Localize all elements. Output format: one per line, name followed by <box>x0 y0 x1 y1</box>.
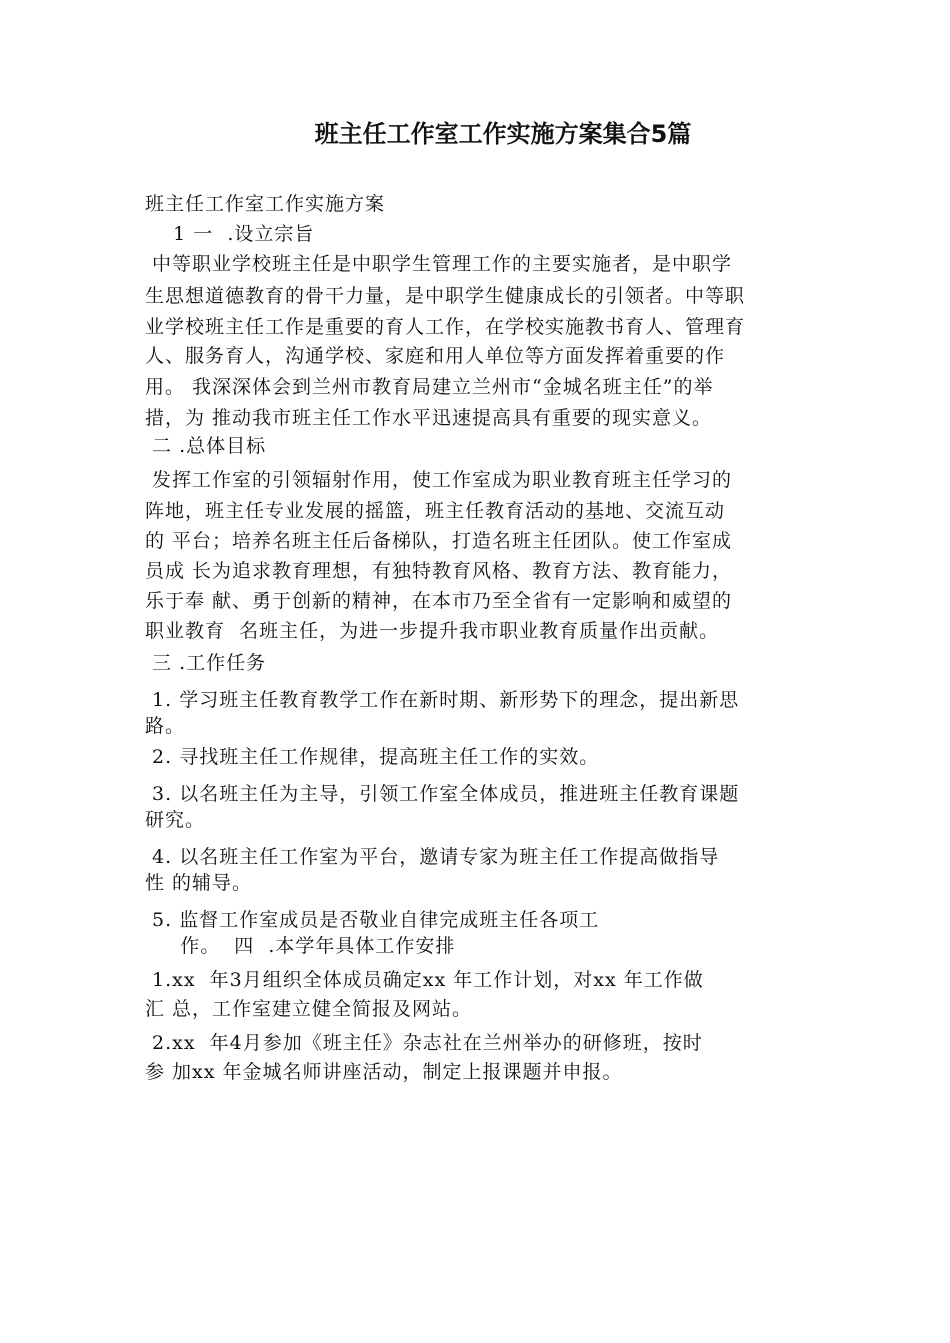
list-item-line: 3. 以名班主任为主导，引领工作室全体成员，推进班主任教育课题 <box>145 783 740 805</box>
section-heading-1: 1 一 .设立宗旨 <box>145 223 315 245</box>
paragraph-line: 生思想道德教育的骨干力量，是中职学生健康成长的引领者。中等职 <box>145 285 746 307</box>
section-heading-2: 二 .总体目标 <box>145 435 267 457</box>
paragraph-line: 中等职业学校班主任是中职学生管理工作的主要实施者，是中职学 <box>145 253 733 275</box>
list-item-line: 1. 学习班主任教育教学工作在新时期、新形势下的理念，提出新思 <box>145 689 740 711</box>
section-heading-3: 三 .工作任务 <box>145 652 267 674</box>
list-item-line: 4. 以名班主任工作室为平台，邀请专家为班主任工作提高做指导 <box>145 846 720 868</box>
paragraph-line: 乐于奉 献、勇于创新的精神，在本市乃至全省有一定影响和威望的 <box>145 590 733 612</box>
paragraph-line: 阵地，班主任专业发展的摇篮，班主任教育活动的基地、交流互动 <box>145 500 726 522</box>
list-item-line: 汇 总，工作室建立健全简报及网站。 <box>145 998 473 1020</box>
list-item-line: 路。 <box>145 715 186 737</box>
section-heading-4: 作。 四 .本学年具体工作安排 <box>145 935 456 957</box>
paragraph-line: 业学校班主任工作是重要的育人工作，在学校实施教书育人、管理育 <box>145 316 746 338</box>
list-item-line: 性 的辅导。 <box>145 872 253 894</box>
list-item-line: 参 加xx 年金城名师讲座活动，制定上报课题并申报。 <box>145 1061 623 1083</box>
paragraph-line: 职业教育 名班主任，为进一步提升我市职业教育质量作出贡献。 <box>145 620 720 642</box>
list-item-line: 5. 监督工作室成员是否敬业自律完成班主任各项工 <box>145 909 600 931</box>
paragraph-line: 员成 长为追求教育理想，有独特教育风格、教育方法、教育能力， <box>145 560 733 582</box>
list-item-line: 2.xx 年4月参加《班主任》杂志社在兰州举办的研修班，按时 <box>145 1032 703 1054</box>
list-item-line: 研究。 <box>145 809 206 831</box>
paragraph-line: 用。 我深深体会到兰州市教育局建立兰州市“金城名班主任”的举 <box>145 376 714 398</box>
heading-plan-name: 班主任工作室工作实施方案 <box>145 193 386 215</box>
paragraph-line: 发挥工作室的引领辐射作用，使工作室成为职业教育班主任学习的 <box>145 469 733 491</box>
list-item-line: 2. 寻找班主任工作规律，提高班主任工作的实效。 <box>145 746 600 768</box>
paragraph-line: 的 平台；培养名班主任后备梯队，打造名班主任团队。使工作室成 <box>145 530 733 552</box>
paragraph-line: 措，为 推动我市班主任工作水平迅速提高具有重要的现实意义。 <box>145 407 713 429</box>
paragraph-line: 人、服务育人，沟通学校、家庭和用人单位等方面发挥着重要的作 <box>145 345 726 367</box>
document-title: 班主任工作室工作实施方案集合5篇 <box>314 120 692 148</box>
list-item-line: 1.xx 年3月组织全体成员确定xx 年工作计划，对xx 年工作做 <box>145 969 704 991</box>
